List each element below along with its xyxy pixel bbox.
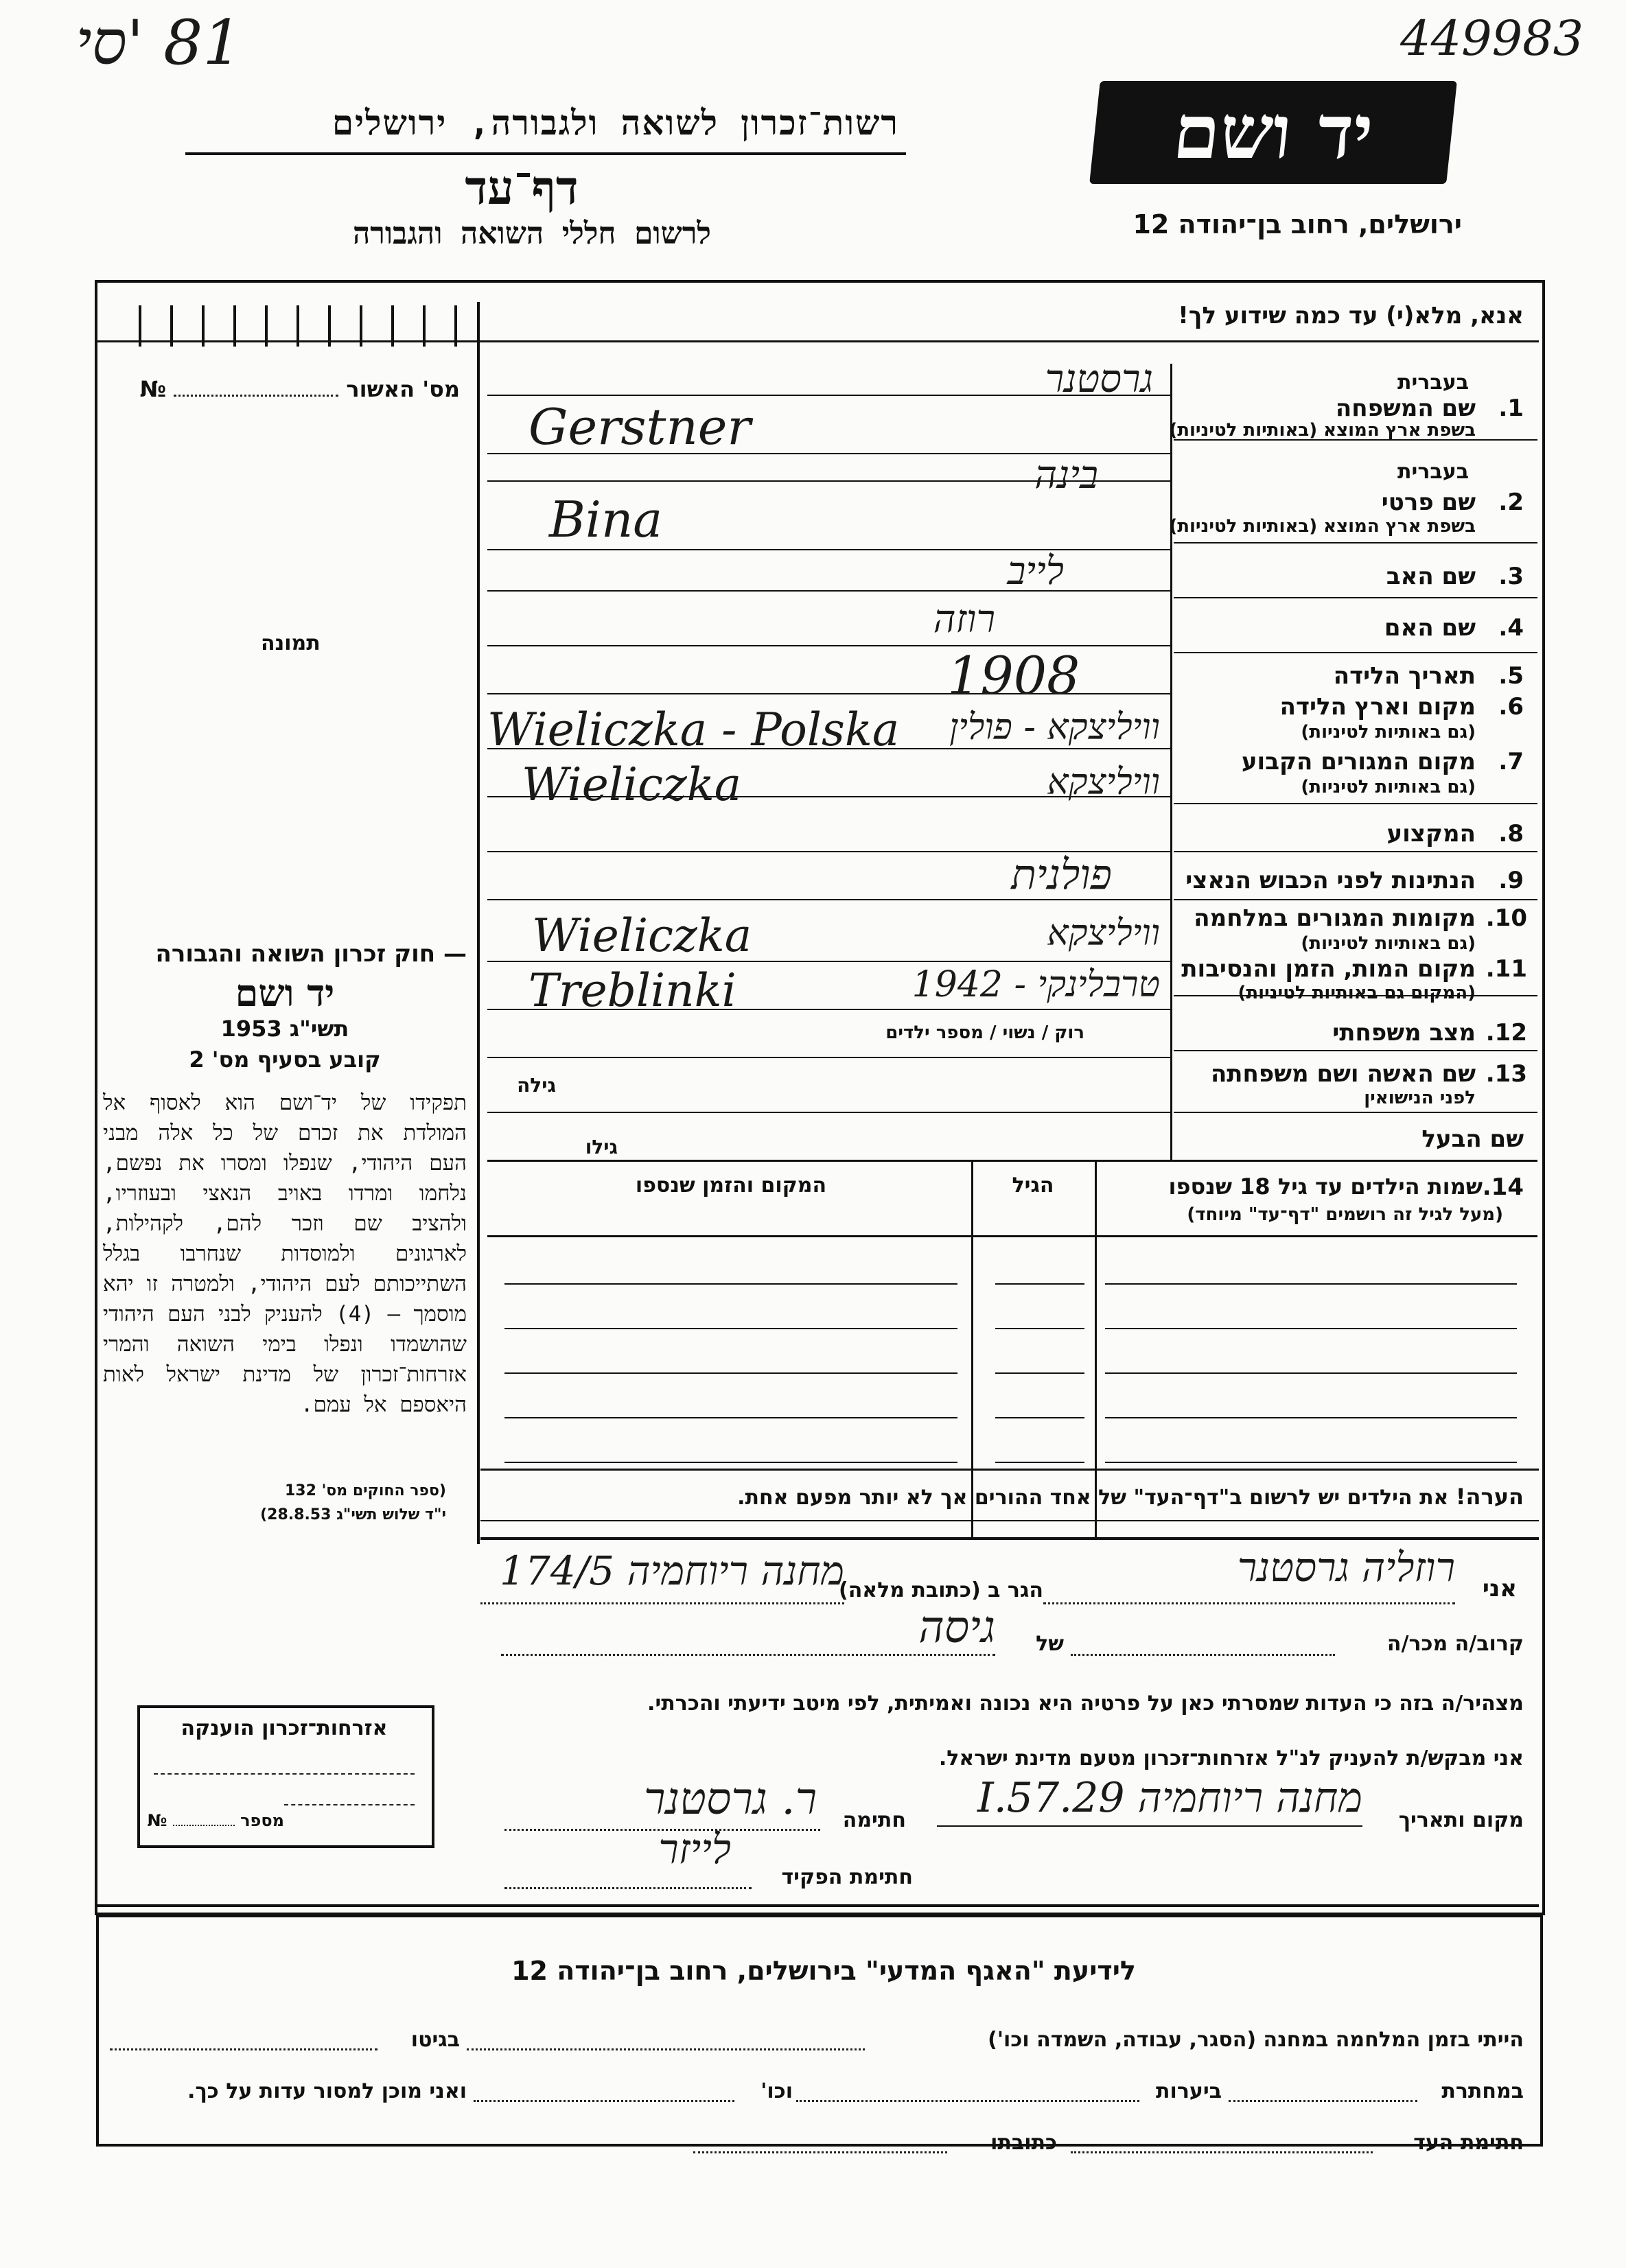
field-10-latin-value: Wieliczka	[532, 909, 752, 962]
bottom-line1-a: הייתי בזמן המלחמה במחנה (הסגר, עבודה, השמדה וכו')	[988, 2028, 1524, 2052]
witness-signature-label: חתימה	[842, 1808, 906, 1832]
field-3-num: 3.	[1498, 563, 1524, 590]
field-7-sub: (גם באותיות לטיניות)	[1301, 777, 1476, 797]
yad-vashem-logo	[1089, 81, 1457, 184]
children-sub: (מעל לגיל זה רושמים "דף־עד" מיוחד)	[1187, 1204, 1503, 1225]
children-place-header: המקום והזמן שנספו	[635, 1173, 827, 1197]
field-7-latin-value: Wieliczka	[522, 758, 742, 811]
field-5-value: 1908	[947, 645, 1080, 706]
cert-number-label	[96, 376, 460, 402]
top-prompt: אנא, מלא(י) עד כמה שידוע לך!	[1178, 302, 1524, 329]
cert-mark: №	[139, 376, 167, 402]
field-1-hebrew-value: גרסטנר	[1045, 357, 1153, 401]
field-1-num: 1.	[1498, 395, 1524, 422]
law-org: יד ושם	[235, 971, 335, 1015]
field-5-num: 5.	[1498, 662, 1524, 690]
law-section: קובע בסעיף מס' 2	[189, 1047, 381, 1073]
husband-value: גילו	[585, 1136, 618, 1158]
field-6-sub: (גם באותיות לטיניות)	[1301, 722, 1476, 743]
field-13-sub: לפני הנישואין	[1364, 1088, 1476, 1108]
field-3-value: לייב	[1007, 549, 1064, 594]
note-text: את הילדים יש לרשום ב"דף־העד" של אחד ההורים אך לא יותר מפעם אחת.	[737, 1486, 1449, 1510]
field-8-label: המקצוע	[1386, 820, 1476, 847]
witness-name: רוזליה גרסטנר	[1237, 1544, 1455, 1591]
official-signature: לייזר	[658, 1825, 731, 1873]
cert-number-ticks	[110, 305, 467, 347]
field-1-sub: בשפת ארץ המוצא (באותיות לטיניות)	[1169, 420, 1476, 441]
husband-label: שם הבעל	[1421, 1125, 1524, 1153]
witness-of-label: של	[1036, 1632, 1064, 1656]
field-12-value: רוק / נשוי / מספר ילדים	[885, 1022, 1084, 1043]
witness-declaration: מצהיר/ה בזה כי העדות שמסרתי כאן על פרטיה היא נכונה ואמיתית, לפי מיטב ידיעתי והכרתי.	[647, 1692, 1524, 1716]
bottom-title: לידיעת "האגף המדעי" בירושלים, רחוב בן־יהודה 12	[511, 1956, 1136, 1986]
field-6-value: וויליצקא - פולין	[949, 707, 1160, 748]
witness-signature: ר. גרסטנר	[644, 1774, 817, 1825]
field-9-num: 9.	[1498, 867, 1524, 894]
witness-address: מחנה ריוחמיה 174/5	[499, 1547, 844, 1594]
certificate-box-title: אזרחות־זכרון הוענקה	[181, 1716, 388, 1740]
field-3-label: שם האב	[1386, 563, 1476, 590]
field-1-latin-value: Gerstner	[529, 398, 751, 456]
field-10-value: וויליצקא	[1047, 913, 1160, 954]
official-signature-label: חתימת הפקיד	[781, 1865, 913, 1889]
field-12-label: מצב משפחתי	[1332, 1019, 1476, 1047]
bottom-line1-b: בגיטו	[410, 2028, 460, 2052]
yv-address: ירושלים, רחוב בן־יהודה 12	[1133, 209, 1462, 239]
photo-label: תמונה	[261, 631, 321, 655]
field-2-hebrew-value: בינה	[1034, 453, 1098, 498]
field-10-sub: (גם באותיות לטיניות)	[1301, 933, 1476, 954]
field-1-lang: בעברית	[1397, 371, 1469, 395]
note-prefix: הערה!	[1455, 1484, 1524, 1510]
form-title: דף־עד	[465, 161, 579, 215]
certificate-box-number	[147, 1811, 284, 1830]
field-10-label: מקומות המגורים במלחמה	[1194, 904, 1476, 932]
witness-addr-label-bottom: כתובתו	[990, 2131, 1057, 2155]
witness-residing-label: הגר ב (כתובת מלאה)	[838, 1578, 1043, 1602]
logo-text: יד ושם	[1169, 89, 1378, 176]
field-12-num: 12.	[1485, 1019, 1527, 1047]
corner-left-note: 81 'סי	[76, 7, 242, 79]
note-line	[480, 1484, 1524, 1510]
field-11-latin-value: Treblinki	[529, 964, 736, 1017]
field-8-num: 8.	[1498, 820, 1524, 847]
law-gazette-date: י"ד שלוש תשי"ג 28.8.53)	[260, 1506, 446, 1523]
witness-request: אני מבקש/ת להעניק לנ"ל אזרחות־זכרון מטעם מדינת ישראל.	[938, 1746, 1524, 1770]
field-1-label: שם המשפחה	[1335, 395, 1476, 422]
field-7-label: מקום המגורים הקבוע	[1241, 748, 1476, 775]
field-9-value: פולנית	[1011, 851, 1112, 899]
field-13-num: 13.	[1485, 1060, 1527, 1088]
certificate-box	[137, 1705, 434, 1848]
corner-archive-number: 449983	[1400, 10, 1584, 67]
witness-i-label: אני	[1482, 1575, 1517, 1602]
bottom-line2-b: ביערות	[1156, 2079, 1222, 2103]
field-7-value: וויליצקא	[1047, 762, 1160, 803]
law-title: — חוק זכרון השואה והגבורה	[155, 940, 467, 968]
field-13-label: שם האשה ושם משפחתה	[1210, 1060, 1476, 1088]
field-4-value: רוזה	[933, 597, 995, 642]
witness-relation: גיסה	[918, 1602, 995, 1653]
children-age-header: הגיל	[1012, 1173, 1054, 1197]
field-6-num: 6.	[1498, 693, 1524, 721]
field-11-value: טרבלינקי - 1942	[911, 964, 1160, 1005]
field-6-latin-value: Wieliczka - Polska	[487, 703, 900, 756]
field-4-num: 4.	[1498, 614, 1524, 642]
law-text: תפקידו של יד־ושם הוא לאסוף אל המולדת את זכרם של כל אלה מבני העם היהודי, שנפלו ומסרו את נפשם, נלחמו ומרדו באויב הנאצי ובעוזריו, ולהציב שם וזכר להם, לקהילות, לארגונים ולמוסדות שנחרבו בגלל השתייכותם לעם היהודי, ולמטרה זו יהא מוסמך — (4) להעניק לבני העם היהודי שהושמדו ונפלו בימי השואה והמרי אזרחות־זכרון של מדינת ישראל לאות היאספם אל עמם.	[103, 1090, 467, 1417]
field-13-value: גילה	[517, 1074, 556, 1097]
field-4-label: שם האם	[1384, 614, 1476, 642]
bottom-line2-c: וכו'	[760, 2079, 793, 2103]
field-5-label: תאריך הלידה	[1333, 662, 1476, 690]
field-6-label: מקום וארץ הלידה	[1279, 693, 1476, 721]
children-label: שמות הילדים עד גיל 18 שנספו	[1168, 1173, 1483, 1200]
field-11-label: מקום המות, הזמן והנסיבות	[1181, 955, 1476, 983]
field-11-sub: (המקום גם באותיות לטיניות)	[1238, 983, 1476, 1003]
bottom-line2-d: ואני מוכן למסור עדות על כך.	[187, 2079, 467, 2103]
certificate-number-label: מספר	[240, 1811, 284, 1830]
field-2-sub: בשפת ארץ המוצא (באותיות לטיניות)	[1169, 516, 1476, 537]
law-year: תשי"ג 1953	[220, 1016, 349, 1042]
field-2-label: שם פרטי	[1381, 489, 1476, 516]
certificate-number-mark: №	[147, 1811, 167, 1830]
witness-place-date: מחנה ריוחמיה 29.I.57	[977, 1774, 1362, 1822]
witness-relative-label: קרוב/ה מכר/ה	[1386, 1632, 1524, 1656]
field-11-num: 11.	[1485, 955, 1527, 983]
field-10-num: 10.	[1485, 904, 1527, 932]
field-2-lang: בעברית	[1397, 460, 1469, 484]
field-2-latin-value: Bina	[549, 491, 663, 548]
authority-line: רשות־זכרון לשואה ולגבורה, ירושלים	[332, 103, 899, 143]
field-2-num: 2.	[1498, 489, 1524, 516]
children-num: 14.	[1482, 1173, 1524, 1201]
bottom-line2-a: במחתרת	[1441, 2079, 1524, 2103]
field-7-num: 7.	[1498, 748, 1524, 775]
field-9-label: הנתינות לפני הכבוש הנאצי	[1185, 867, 1476, 894]
witness-sig-label-bottom: חתימת העד	[1413, 2131, 1524, 2155]
law-gazette: (ספר החוקים מס' 132	[284, 1482, 446, 1499]
form-subtitle: לרשום חללי השואה והגבורה	[352, 216, 712, 251]
cert-label-text: מס' האשור	[346, 376, 460, 402]
witness-place-date-label: מקום ותאריך	[1398, 1808, 1524, 1832]
